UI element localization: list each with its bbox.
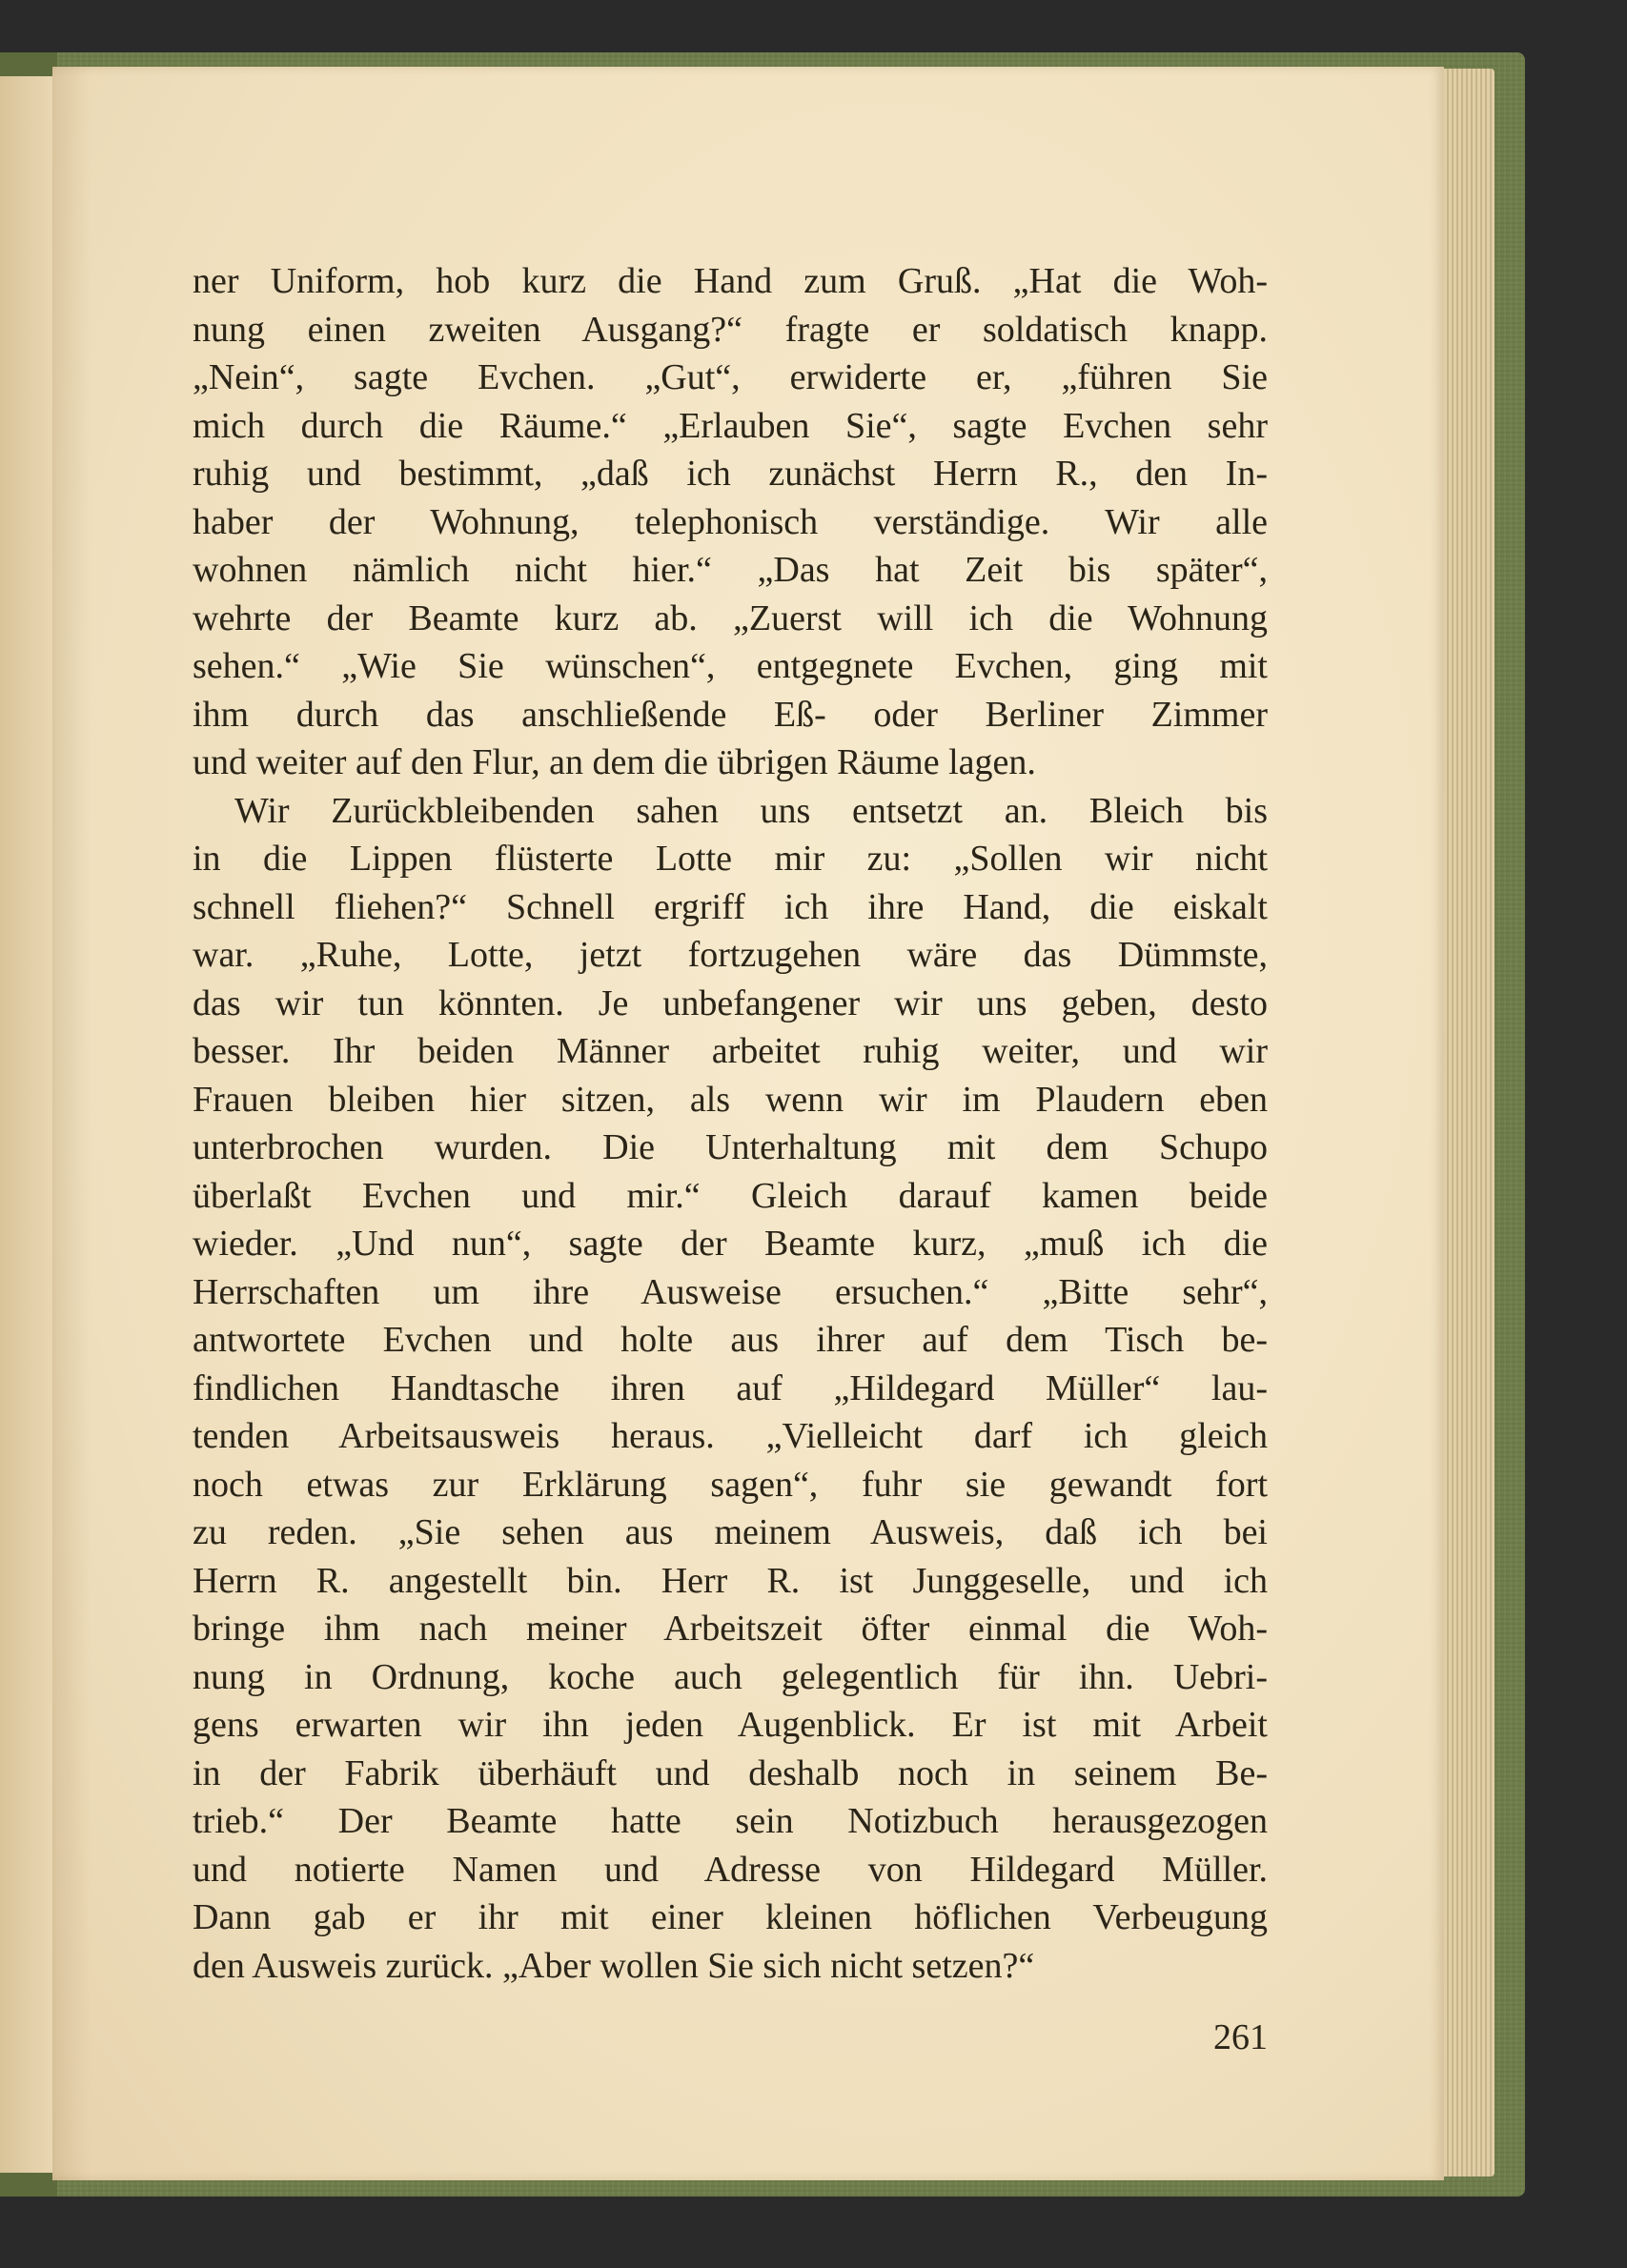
text-line: zu reden. „Sie sehen aus meinem Ausweis, daß ich bei	[193, 1512, 1268, 1552]
facing-page-edge	[0, 76, 55, 2173]
text-line: war. „Ruhe, Lotte, jetzt fortzugehen wäre das Dümmste,	[193, 935, 1268, 975]
text-line: in die Lippen flüsterte Lotte mir zu: „Sollen wir nicht	[193, 839, 1268, 879]
text-line: den Ausweis zurück. „Aber wollen Sie sich nicht setzen?“	[193, 1945, 1035, 1986]
text-line: bringe ihm nach meiner Arbeitszeit öfter einmal die Woh-	[193, 1609, 1268, 1649]
text-line: haber der Wohnung, telephonisch verständige. Wir alle	[193, 501, 1268, 542]
text-line: sehen.“ „Wie Sie wünschen“, entgegnete Evchen, ging mit	[193, 646, 1268, 686]
text-line: „Nein“, sagte Evchen. „Gut“, erwiderte er, „führen Sie	[193, 357, 1268, 397]
body-text	[193, 257, 1268, 1990]
text-line: findlichen Handtasche ihren auf „Hildegard Müller“ lau-	[193, 1367, 1268, 1408]
text-line: wohnen nämlich nicht hier.“ „Das hat Zeit bis später“,	[193, 550, 1268, 590]
text-line: gens erwarten wir ihn jeden Augenblick. Er ist mit Arbeit	[193, 1705, 1268, 1745]
text-line: ruhig und bestimmt, „daß ich zunächst Herrn R., den In-	[193, 454, 1268, 494]
text-line: antwortete Evchen und holte aus ihrer auf dem Tisch be-	[193, 1320, 1268, 1360]
text-line: ner Uniform, hob kurz die Hand zum Gruß. „Hat die Woh-	[193, 261, 1268, 301]
text-line: tenden Arbeitsausweis heraus. „Vielleicht darf ich gleich	[193, 1416, 1268, 1456]
page-number: 261	[1213, 2017, 1268, 2057]
text-line: und notierte Namen und Adresse von Hildegard Müller.	[193, 1849, 1268, 1890]
text-line: unterbrochen wurden. Die Unterhaltung mit dem Schupo	[193, 1127, 1268, 1167]
text-line: Wir Zurückbleibenden sahen uns entsetzt an. Bleich bis	[234, 790, 1268, 831]
text-line: nung einen zweiten Ausgang?“ fragte er soldatisch knapp.	[193, 309, 1268, 350]
text-line: Dann gab er ihr mit einer kleinen höflichen Verbeugung	[193, 1897, 1268, 1937]
text-line: nung in Ordnung, koche auch gelegentlich für ihn. Uebri-	[193, 1656, 1268, 1697]
text-line: noch etwas zur Erklärung sagen“, fuhr sie gewandt fort	[193, 1464, 1268, 1505]
text-line: überlaßt Evchen und mir.“ Gleich darauf kamen beide	[193, 1175, 1268, 1216]
text-line: in der Fabrik überhäuft und deshalb noch in seinem Be-	[193, 1752, 1268, 1793]
text-line: wieder. „Und nun“, sagte der Beamte kurz, „muß ich die	[193, 1224, 1268, 1264]
text-line: das wir tun könnten. Je unbefangener wir uns geben, desto	[193, 982, 1268, 1023]
text-line: und weiter auf den Flur, an dem die übrigen Räume lagen.	[193, 742, 1036, 782]
text-line: Herrn R. angestellt bin. Herr R. ist Junggeselle, und ich	[193, 1560, 1268, 1601]
text-line: wehrte der Beamte kurz ab. „Zuerst will ich die Wohnung	[193, 597, 1268, 638]
text-line: Herrschaften um ihre Ausweise ersuchen.“ „Bitte sehr“,	[193, 1271, 1268, 1312]
text-line: besser. Ihr beiden Männer arbeitet ruhig weiter, und wir	[193, 1031, 1268, 1071]
text-line: ihm durch das anschließende Eß- oder Berliner Zimmer	[193, 694, 1268, 735]
text-line: mich durch die Räume.“ „Erlauben Sie“, sagte Evchen sehr	[193, 405, 1268, 446]
text-line: Frauen bleiben hier sitzen, als wenn wir im Plaudern eben	[193, 1079, 1268, 1120]
text-line: schnell fliehen?“ Schnell ergriff ich ihre Hand, die eiskalt	[193, 886, 1268, 927]
text-line: trieb.“ Der Beamte hatte sein Notizbuch herausgezogen	[193, 1801, 1268, 1841]
